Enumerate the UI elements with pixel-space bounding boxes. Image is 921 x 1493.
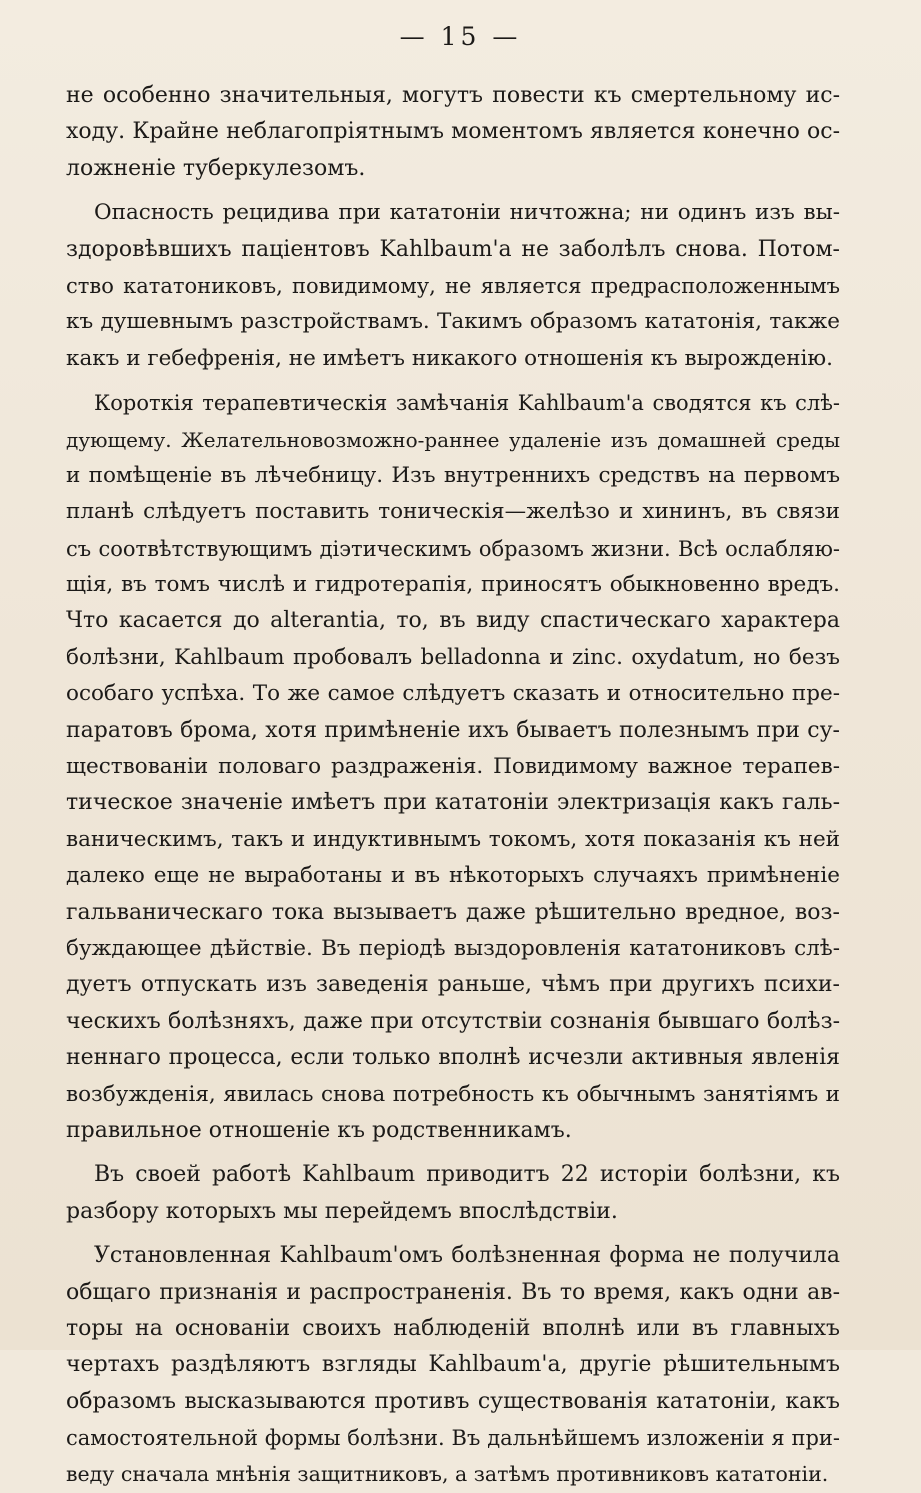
body-text bbox=[66, 78, 840, 1493]
text-line: тическое значеніе имѣетъ при кататоніи электризація какъ галь- bbox=[66, 790, 840, 816]
text-line: съ соотвѣтствующимъ діэтическимъ образомъ жизни. Всѣ ослабляю- bbox=[66, 536, 840, 561]
text-line: паратовъ брома, хотя примѣненіе ихъ бываетъ полезнымъ при су- bbox=[66, 717, 840, 743]
paragraph bbox=[66, 1157, 840, 1230]
text-line: Установленная Kahlbaum'омъ болѣзненная форма не получила bbox=[94, 1243, 840, 1269]
text-line: Опасность рецидива при кататоніи ничтожна; ни одинъ изъ вы- bbox=[94, 200, 840, 226]
text-line: далеко еще не выработаны и въ нѣкоторыхъ случаяхъ примѣненіе bbox=[66, 863, 840, 889]
text-line: разбору которыхъ мы перейдемъ впослѣдствіи. bbox=[66, 1198, 618, 1224]
text-line: ческихъ болѣзняхъ, даже при отсутствіи сознанія бывшаго болѣз- bbox=[66, 1008, 840, 1034]
paragraph bbox=[66, 1238, 840, 1493]
text-line: неннаго процесса, если только вполнѣ исчезли активныя явленія bbox=[66, 1045, 840, 1071]
page-number: — 15 — bbox=[399, 22, 522, 51]
text-line: особаго успѣха. То же самое слѣдуетъ сказать и относительно пре- bbox=[66, 681, 840, 707]
text-line: образомъ высказываются противъ существованія кататоніи, какъ bbox=[66, 1388, 840, 1414]
text-line: самостоятельной формы болѣзни. Въ дальнѣйшемъ изложеніи я при- bbox=[66, 1426, 840, 1451]
text-line: ложненіе туберкулезомъ. bbox=[66, 155, 366, 181]
text-line: ство кататониковъ, повидимому, не является предрасположеннымъ bbox=[66, 273, 840, 298]
text-line: Въ своей работѣ Kahlbaum приводитъ 22 исторіи болѣзни, къ bbox=[94, 1162, 840, 1188]
text-line: щія, въ томъ числѣ и гидротерапія, приносятъ обыкновенно вредъ. bbox=[66, 572, 840, 598]
paragraph bbox=[66, 195, 840, 377]
text-line: возбужденія, явилась снова потребность къ обычнымъ занятіямъ и bbox=[66, 1081, 840, 1107]
text-line: къ душевнымъ разстройствамъ. Такимъ образомъ кататонія, также bbox=[66, 309, 840, 335]
text-line: ваническимъ, такъ и индуктивнымъ токомъ, хотя показанія къ ней bbox=[66, 826, 840, 852]
text-line: не особенно значительныя, могутъ повести къ смертельному ис- bbox=[66, 83, 840, 108]
text-line: общаго признанія и распространенія. Въ то время, какъ одни ав- bbox=[66, 1279, 840, 1305]
paragraph bbox=[66, 385, 840, 1149]
text-line: дующему. Желательновозможно-раннее удаленіе изъ домашней среды bbox=[66, 427, 840, 452]
text-line: ществованіи половаго раздраженія. Повидимому важное терапев- bbox=[66, 754, 840, 780]
text-line: болѣзни, Kahlbaum пробовалъ belladonna и zinc. oxydatum, но безъ bbox=[66, 644, 840, 670]
text-line: торы на основаніи своихъ наблюденій вполнѣ или въ главныхъ bbox=[66, 1315, 840, 1341]
text-line: планѣ слѣдуетъ поставить тоническія—желѣзо и хининъ, въ связи bbox=[66, 499, 840, 525]
text-line: Что касается до alterantia, то, въ виду спастическаго характера bbox=[66, 608, 840, 634]
text-line: какъ и гебефренія, не имѣетъ никакого отношенія къ вырожденію. bbox=[66, 345, 833, 371]
text-line: буждающее дѣйствіе. Въ періодѣ выздоровленія кататониковъ слѣ- bbox=[66, 935, 840, 961]
text-line: ходу. Крайне неблагопріятнымъ моментомъ является конечно ос- bbox=[66, 119, 840, 145]
paragraph bbox=[66, 78, 840, 187]
text-line: веду сначала мнѣнія защитниковъ, а затѣмъ противниковъ кататоніи. bbox=[66, 1462, 829, 1487]
text-line: правильное отношеніе къ родственникамъ. bbox=[66, 1117, 572, 1143]
text-line: гальваническаго тока вызываетъ даже рѣшительно вредное, воз- bbox=[66, 899, 840, 925]
text-line: Короткія терапевтическія замѣчанія Kahlbaum'a сводятся къ слѣ- bbox=[94, 391, 840, 416]
text-line: дуетъ отпускать изъ заведенія раньше, чѣмъ при другихъ психи- bbox=[66, 972, 840, 998]
text-line: чертахъ раздѣляютъ взгляды Kahlbaum'a, другіе рѣшительнымъ bbox=[66, 1352, 840, 1378]
text-line: здоровѣвшихъ пaціентовъ Kahlbaum'a не заболѣлъ снова. Потом- bbox=[66, 236, 840, 262]
text-line: и помѣщеніе въ лѣчебницу. Изъ внутреннихъ средствъ на первомъ bbox=[66, 462, 840, 488]
